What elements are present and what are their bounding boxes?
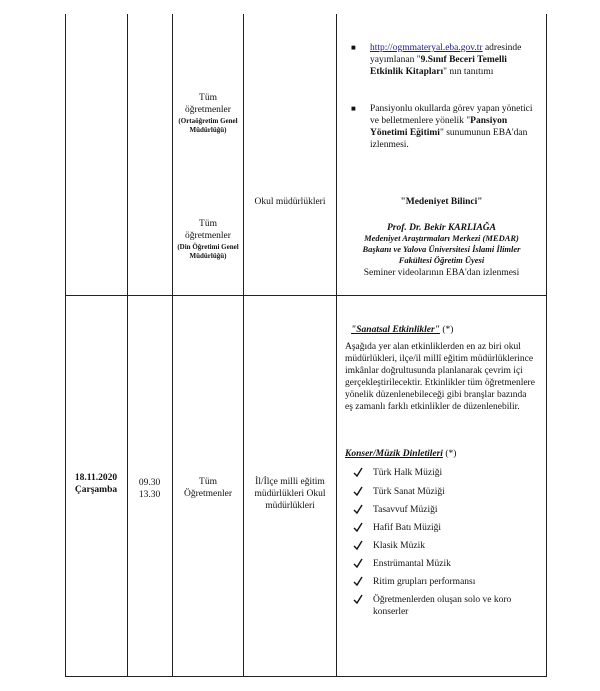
table-border-left [65, 14, 66, 676]
checkmark-icon [353, 576, 363, 588]
audience-label: Tüm öğretmenler [185, 93, 231, 115]
bullet-emphasis: Pansiyon Yönetimi Eğitimi [370, 116, 508, 138]
checkmark-icon [353, 594, 363, 606]
section-body: Aşağıda yer alan etkinliklerden en az biri okul müdürlükleri, ilçe/il millî eğitim müdürlüklerince imkânlar doğrultusunda planlanarak çevrim içi gerçekleştirilecektir. Etkinlikler tüm öğretmenlere yönelik düzenlenebileceği gibi branşlar bazında eş zamanlı farklı etkinlikler de düzenlenebilir. [345, 342, 535, 412]
speaker-role: Başkanı ve Yalova Üniversitesi İslami İlimler [362, 244, 521, 254]
activity-bullet [351, 103, 541, 153]
bullet-text [370, 42, 540, 78]
speaker-role: Medeniyet Araştırmaları Merkezi (MEDAR) [364, 233, 519, 243]
time-end: 13.30 [138, 490, 161, 500]
checkmark-icon [353, 504, 363, 516]
section-heading [345, 448, 541, 460]
audience-cell-religious [176, 218, 240, 261]
eba-link[interactable]: http://ogmmateryal.eba.gov.tr [370, 43, 483, 53]
music-list-item-label: Enstrümantal Müzik [373, 559, 451, 569]
bullet-text [370, 103, 540, 151]
time-cell [129, 477, 170, 501]
music-list-item-label: Tasavvuf Müziği [373, 505, 438, 515]
music-list-item-label: Klasik Müzik [373, 541, 425, 551]
checkmark-icon [353, 558, 363, 570]
table-border-bottom [65, 676, 547, 677]
date-cell [67, 472, 125, 496]
section-title: Konser/Müzik Dinletileri [345, 449, 443, 459]
checkmark-icon [353, 486, 363, 498]
speaker-name: Prof. Dr. Bekir KARLIAĞA [386, 223, 496, 233]
day-value: Çarşamba [74, 485, 118, 495]
music-list-item-label: Ritim grupları performansı [373, 577, 476, 587]
table-column-divider [336, 14, 337, 676]
audience-cell-secondary [176, 92, 240, 135]
checkmark-icon [353, 540, 363, 552]
music-list-item-label: Öğretmenlerden oluşan solo ve koro konserler [373, 595, 512, 617]
table-border-right [546, 14, 547, 676]
table-column-divider [243, 14, 244, 676]
speaker-role: Fakültesi Öğretim Üyesi [398, 255, 485, 265]
table-column-divider [127, 14, 128, 676]
bullet-icon: ■ [351, 104, 356, 113]
seminar-note: Seminer videolarının EBA'dan izlenmesi [363, 268, 520, 278]
table-row-divider [65, 295, 547, 296]
bullet-text-part: Pansiyonlu okullarda görev yapan yönetici ve belletmenlere yönelik " [370, 104, 533, 126]
time-start: 09.30 [138, 478, 161, 488]
audience-label: Tüm öğretmenler [185, 219, 231, 241]
checkmark-icon [353, 467, 363, 479]
activity-bullet [351, 42, 541, 82]
audience-sublabel: (Ortaöğretim Genel Müdürlüğü) [178, 117, 238, 134]
section-heading [351, 324, 541, 336]
table-column-divider [172, 14, 173, 676]
music-list-item-label: Hafif Batı Müziği [373, 523, 442, 533]
section-mark: (*) [439, 325, 454, 335]
bullet-text-part: adresinde yayımlanan " [370, 43, 522, 65]
bullet-icon: ■ [351, 43, 356, 52]
bullet-emphasis: 9.Sınıf Beceri Temelli Etkinlik Kitapları [370, 55, 507, 77]
responsible-cell: İl/İlçe milli eğitim müdürlükleri Okul müdürlükleri [254, 477, 326, 511]
checkmark-icon [353, 522, 363, 534]
music-list-item-label: Türk Sanat Müziği [373, 487, 445, 497]
section-title: "Sanatsal Etkinlikler" [351, 325, 440, 335]
audience-cell: Tüm Öğretmenler [183, 477, 232, 499]
section-mark: (*) [442, 449, 457, 459]
bullet-text-part: " sunumunun EBA'dan izlenmesi. [370, 128, 528, 150]
seminar-title: "Medeniyet Bilinci" [400, 197, 483, 207]
audience-sublabel: (Din Öğretimi Genel Müdürlüğü) [177, 243, 239, 260]
bullet-text-part: " nın tanıtımı [443, 67, 494, 77]
date-value: 18.11.2020 [74, 473, 118, 483]
responsible-cell: Okul müdürlükleri [254, 197, 326, 207]
music-list-item-label: Türk Halk Müziği [373, 468, 443, 478]
